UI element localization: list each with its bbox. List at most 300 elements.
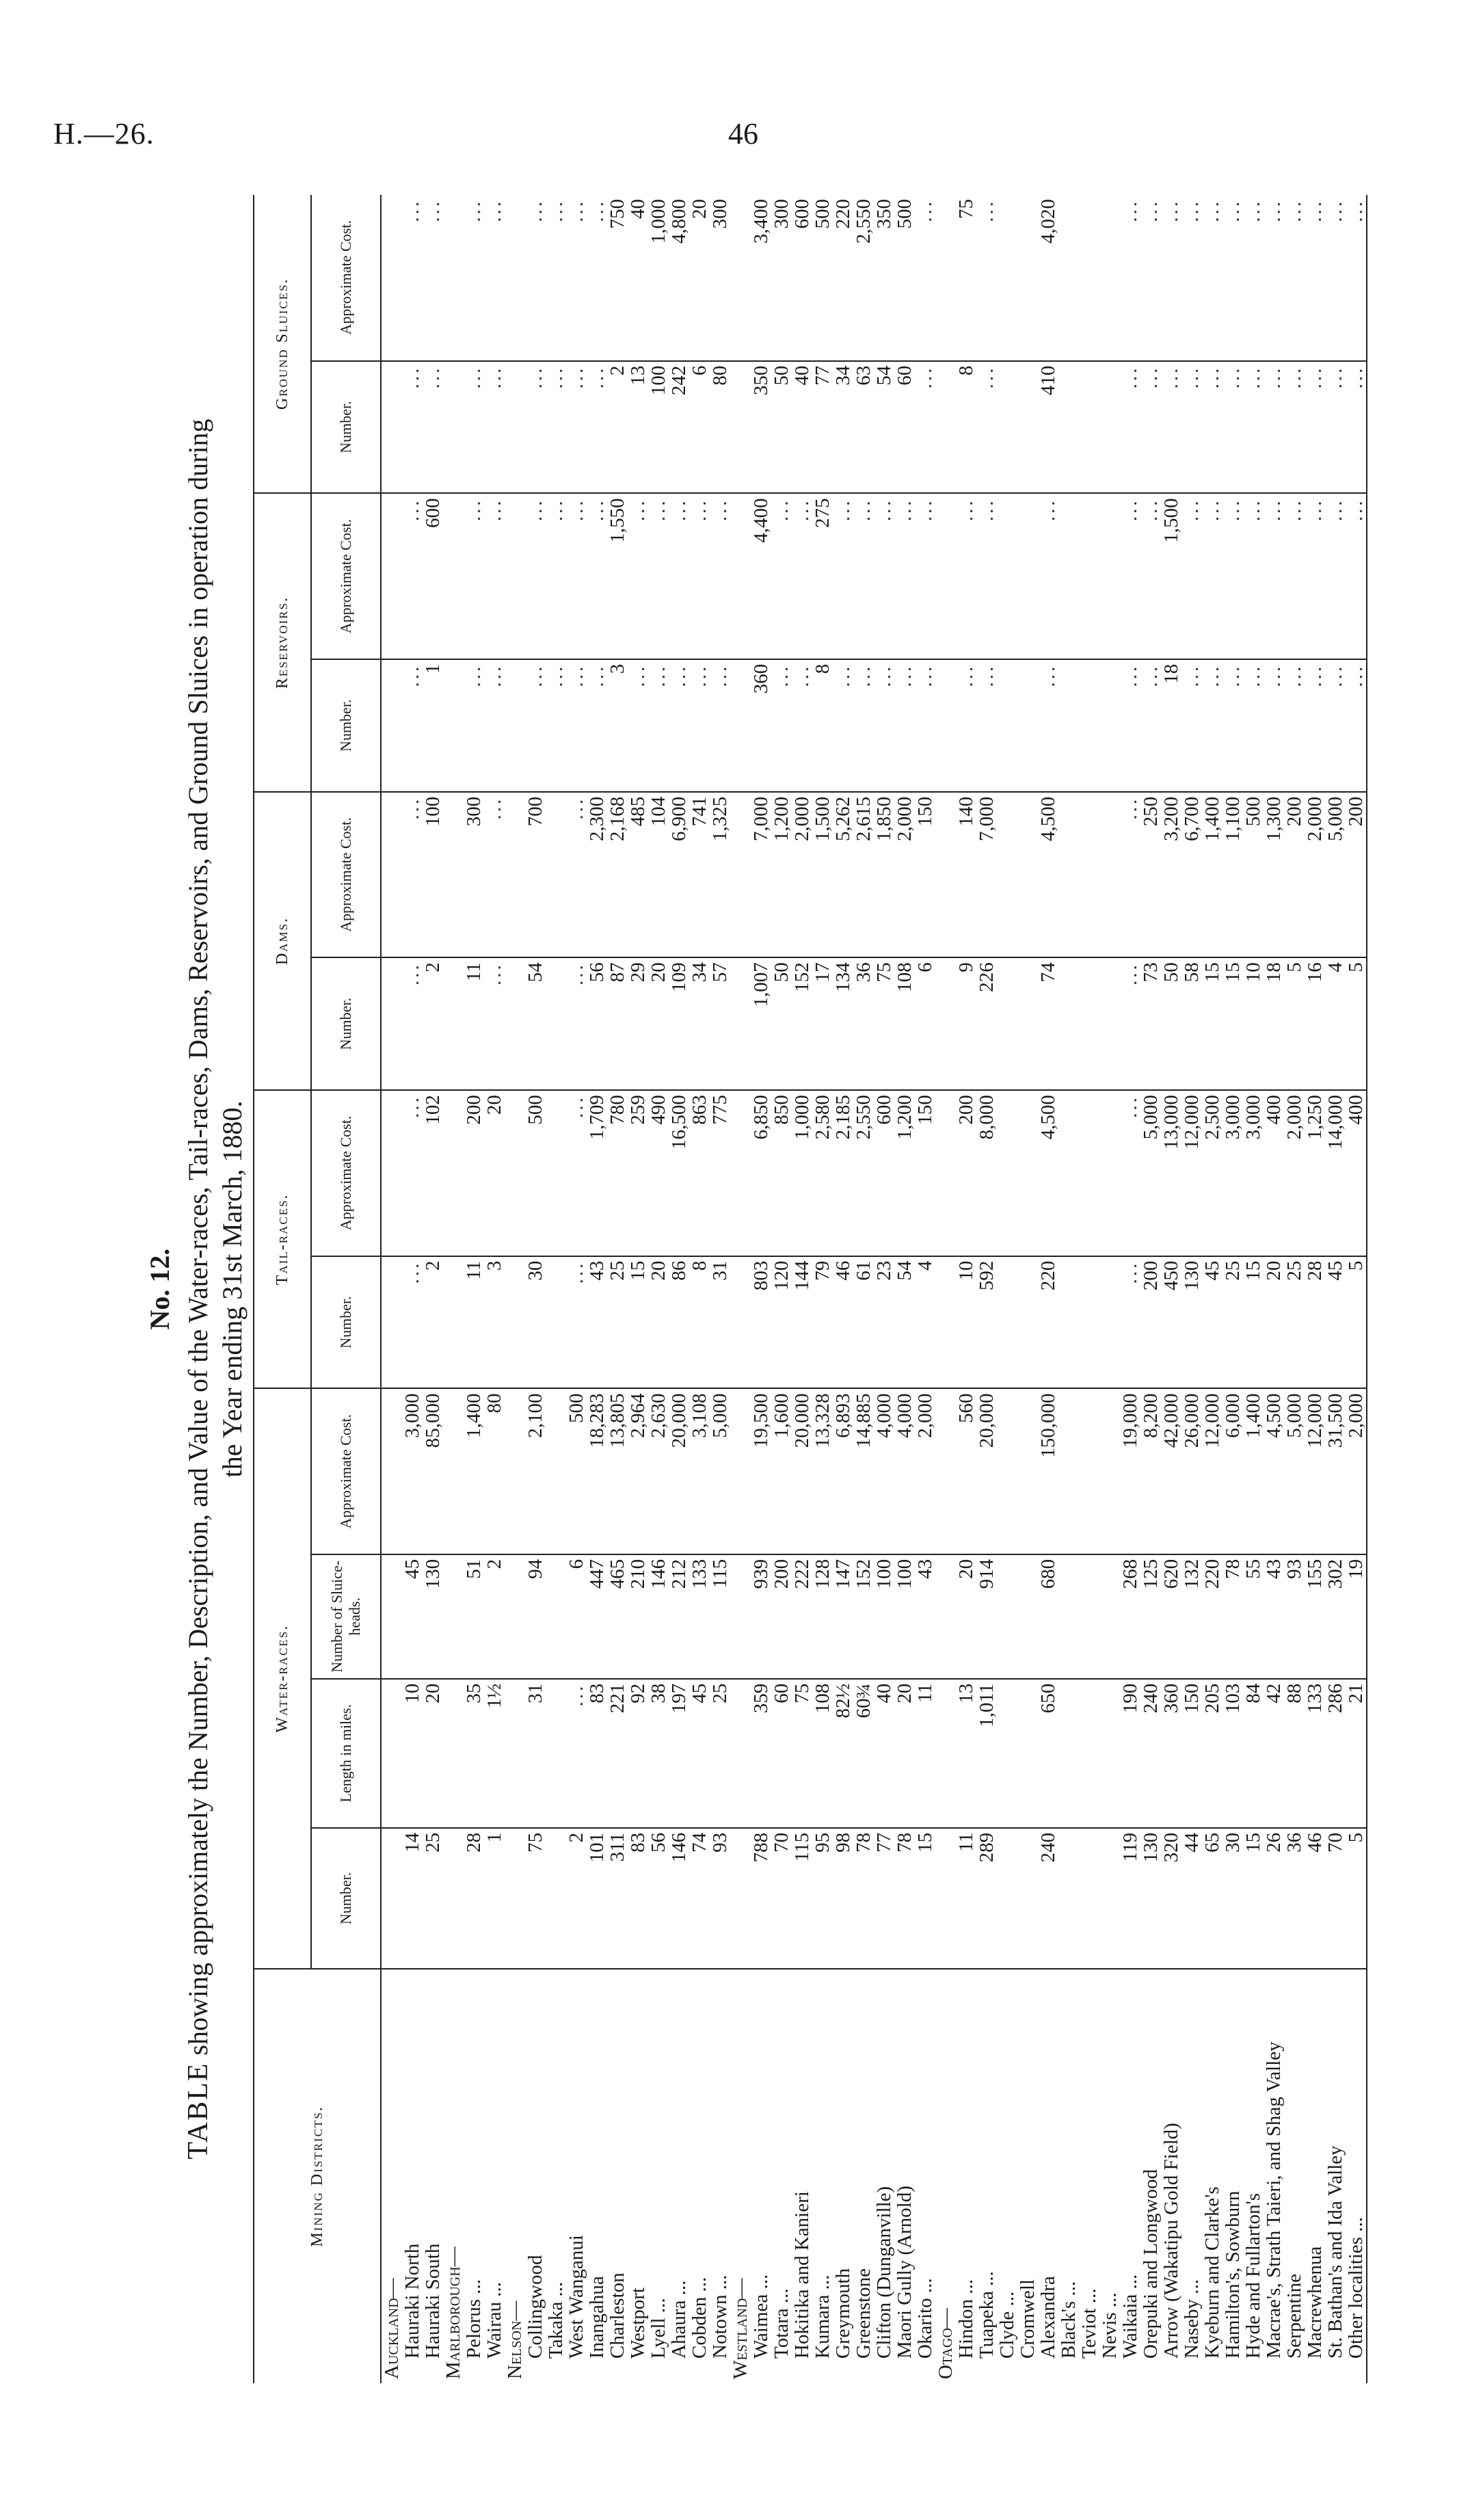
reservoirs-cost-cell — [997, 494, 1017, 659]
district-name: Hyde and Fullarton's — [1242, 2192, 1264, 2359]
tail-races-cost-cell: ... — [1120, 1090, 1140, 1256]
water-races-cost-cell — [730, 1388, 751, 1554]
reservoirs-cost-cell: ... — [525, 494, 546, 659]
tail-races-cost-cell: 1,000 — [792, 1090, 812, 1256]
ground-sluices-cost-cell: 350 — [874, 195, 894, 361]
dams-cost-cell: 5,000 — [1325, 792, 1346, 957]
dams-number-cell — [997, 957, 1017, 1090]
tail-races-cost-cell — [997, 1090, 1017, 1256]
ground-sluices-cost-cell — [505, 195, 525, 361]
reservoirs-number-cell: ... — [1202, 659, 1222, 792]
dams-cost-cell — [997, 792, 1017, 957]
header-mining-districts: Mining Districts. — [254, 1969, 381, 2383]
dams-cost-cell — [1017, 792, 1038, 957]
district-name: Collingwood — [524, 2255, 546, 2359]
water-races-cost-cell — [935, 1388, 956, 1554]
water-races-sluice-heads-cell: 78 — [1222, 1554, 1243, 1679]
title-line-1: showing approximately the Number, Description, and Value of the Water-races, Tail-races, Dams, Reservoirs, and Ground Sluices in operation during — [183, 419, 213, 2056]
water-races-cost-cell: 3,000 — [402, 1388, 423, 1554]
tail-races-number-cell: 4 — [915, 1256, 935, 1389]
ground-sluices-number-cell — [997, 361, 1017, 494]
water-races-cost-cell: 1,400 — [464, 1388, 484, 1554]
dams-cost-cell: 2,168 — [607, 792, 628, 957]
dams-cost-cell: 300 — [464, 792, 484, 957]
water-races-sluice-heads-cell: 268 — [1120, 1554, 1140, 1679]
water-races-length-cell: 45 — [689, 1679, 710, 1828]
tail-races-cost-cell: 6,850 — [751, 1090, 771, 1256]
water-races-sluice-heads-cell — [1079, 1554, 1099, 1679]
water-races-number-cell: 311 — [607, 1828, 628, 1969]
reservoirs-number-cell: ... — [874, 659, 894, 792]
district-name: Maori Gully (Arnold) — [894, 2186, 916, 2359]
ground-sluices-number-cell — [730, 361, 751, 494]
water-races-sluice-heads-cell: 130 — [423, 1554, 443, 1679]
ground-sluices-cost-cell: 2,550 — [853, 195, 874, 361]
ground-sluices-cost-cell: 750 — [607, 195, 628, 361]
reservoirs-cost-cell — [1099, 494, 1120, 659]
table-row — [771, 195, 792, 2383]
dams-cost-cell: 1,325 — [710, 792, 730, 957]
ground-sluices-cost-cell: ... — [1140, 195, 1161, 361]
ground-sluices-number-cell — [505, 361, 525, 494]
ground-sluices-number-cell: ... — [1181, 361, 1202, 494]
reservoirs-cost-cell: 275 — [812, 494, 833, 659]
water-races-cost-cell: 2,964 — [628, 1388, 648, 1554]
water-races-number-cell: 30 — [1222, 1828, 1243, 1969]
tail-races-number-cell — [997, 1256, 1017, 1389]
reservoirs-cost-cell: ... — [1243, 494, 1264, 659]
ground-sluices-cost-cell: 4,800 — [669, 195, 689, 361]
table-row — [1202, 195, 1222, 2383]
ground-sluices-cost-cell: ... — [976, 195, 997, 361]
tail-races-cost-cell: 2,500 — [1202, 1090, 1222, 1256]
reservoirs-cost-cell: ... — [771, 494, 792, 659]
water-races-number-cell: 1 — [484, 1828, 505, 1969]
water-races-number-cell: 101 — [587, 1828, 607, 1969]
water-races-sluice-heads-cell: 302 — [1325, 1554, 1346, 1679]
water-races-number-cell — [546, 1828, 566, 1969]
tail-races-cost-cell: 259 — [628, 1090, 648, 1256]
dams-cost-cell: 3,200 — [1161, 792, 1181, 957]
district-name: Greymouth — [832, 2268, 854, 2359]
water-races-sluice-heads-cell: 2 — [484, 1554, 505, 1679]
tail-races-number-cell — [443, 1256, 464, 1389]
district-name: Pelorus ... — [463, 2279, 485, 2359]
dams-number-cell: 75 — [874, 957, 894, 1090]
dams-cost-cell: 2,000 — [1305, 792, 1325, 957]
dams-cost-cell: 500 — [1243, 792, 1264, 957]
water-races-length-cell — [1058, 1679, 1079, 1828]
dams-number-cell: 11 — [464, 957, 484, 1090]
water-races-length-cell — [730, 1679, 751, 1828]
reservoirs-cost-cell — [443, 494, 464, 659]
region-name: Nelson— — [504, 2300, 526, 2379]
dams-cost-cell: 2,615 — [853, 792, 874, 957]
water-races-cost-cell — [505, 1388, 525, 1554]
table-row — [833, 195, 853, 2383]
reservoirs-cost-cell: ... — [669, 494, 689, 659]
ground-sluices-cost-cell: 300 — [771, 195, 792, 361]
reservoirs-number-cell: ... — [546, 659, 566, 792]
ground-sluices-cost-cell — [1058, 195, 1079, 361]
water-races-length-cell: 42 — [1264, 1679, 1284, 1828]
water-races-number-cell: 788 — [751, 1828, 771, 1969]
water-races-length-cell: 60 — [771, 1679, 792, 1828]
ground-sluices-number-cell: 2 — [607, 361, 628, 494]
dams-number-cell: 57 — [710, 957, 730, 1090]
district-name: Serpentine — [1283, 2273, 1305, 2359]
header-ground-sluices: Ground Sluices. — [254, 195, 311, 494]
dams-cost-cell: ... — [484, 792, 505, 957]
district-name: Westport — [627, 2287, 649, 2359]
water-races-cost-cell: 8,200 — [1140, 1388, 1161, 1554]
ground-sluices-cost-cell — [443, 195, 464, 361]
water-races-cost-cell: 18,283 — [587, 1388, 607, 1554]
ground-sluices-cost-cell: ... — [484, 195, 505, 361]
water-races-length-cell: 103 — [1222, 1679, 1243, 1828]
reservoirs-number-cell: ... — [833, 659, 853, 792]
water-races-number-cell: 15 — [1243, 1828, 1264, 1969]
water-races-sluice-heads-cell: 94 — [525, 1554, 546, 1679]
water-races-sluice-heads-cell — [935, 1554, 956, 1679]
ground-sluices-number-cell: 63 — [853, 361, 874, 494]
dams-number-cell: 20 — [648, 957, 669, 1090]
district-name: St. Bathan's and Ida Valley — [1324, 2145, 1346, 2359]
dams-cost-cell: 1,100 — [1222, 792, 1243, 957]
reservoirs-cost-cell: ... — [648, 494, 669, 659]
water-races-number-cell: 70 — [771, 1828, 792, 1969]
dams-number-cell: 134 — [833, 957, 853, 1090]
water-races-number-cell: 28 — [464, 1828, 484, 1969]
ground-sluices-number-cell: 34 — [833, 361, 853, 494]
water-races-sluice-heads-cell: 210 — [628, 1554, 648, 1679]
tail-races-number-cell: 130 — [1181, 1256, 1202, 1389]
water-races-number-cell — [505, 1828, 525, 1969]
district-name: Hamilton's, Sowburn — [1222, 2190, 1244, 2359]
dams-number-cell: 50 — [771, 957, 792, 1090]
water-races-sluice-heads-cell: 43 — [1264, 1554, 1284, 1679]
water-races-cost-cell — [1017, 1388, 1038, 1554]
ground-sluices-number-cell: ... — [976, 361, 997, 494]
water-races-number-cell: 78 — [853, 1828, 874, 1969]
reservoirs-number-cell: ... — [771, 659, 792, 792]
table-row — [628, 195, 648, 2383]
table-row — [669, 195, 689, 2383]
water-races-length-cell: 13 — [956, 1679, 976, 1828]
dams-number-cell: 6 — [915, 957, 935, 1090]
ground-sluices-cost-cell: 220 — [833, 195, 853, 361]
reservoirs-number-cell: 8 — [812, 659, 833, 792]
ground-sluices-number-cell: ... — [587, 361, 607, 494]
dams-cost-cell: 1,200 — [771, 792, 792, 957]
dams-cost-cell: 200 — [1284, 792, 1305, 957]
table-row — [1079, 195, 1099, 2383]
reservoirs-number-cell — [505, 659, 525, 792]
table-row — [1264, 195, 1284, 2383]
reservoirs-number-cell — [935, 659, 956, 792]
dams-cost-cell: 2,000 — [894, 792, 915, 957]
reservoirs-cost-cell: ... — [1120, 494, 1140, 659]
tail-races-cost-cell: 1,709 — [587, 1090, 607, 1256]
ground-sluices-number-cell: ... — [1305, 361, 1325, 494]
district-name: Hokitika and Kanieri — [791, 2191, 813, 2359]
district-name: Waikaia ... — [1119, 2274, 1141, 2359]
reservoirs-cost-cell: ... — [1140, 494, 1161, 659]
reservoirs-number-cell: ... — [1038, 659, 1058, 792]
reservoirs-number-cell: ... — [1264, 659, 1284, 792]
dams-number-cell: ... — [566, 957, 587, 1090]
dams-number-cell — [1099, 957, 1120, 1090]
water-races-number-cell — [1017, 1828, 1038, 1969]
ground-sluices-number-cell: 8 — [956, 361, 976, 494]
tail-races-number-cell: 61 — [853, 1256, 874, 1389]
tail-races-number-cell: 15 — [1243, 1256, 1264, 1389]
header-number: Number. — [311, 1256, 381, 1389]
dams-number-cell: 58 — [1181, 957, 1202, 1090]
water-races-number-cell: 5 — [1346, 1828, 1367, 1969]
tail-races-cost-cell: 4,500 — [1038, 1090, 1058, 1256]
water-races-length-cell: 38 — [648, 1679, 669, 1828]
water-races-cost-cell: 5,000 — [1284, 1388, 1305, 1554]
district-name: Waimea ... — [750, 2274, 772, 2359]
tail-races-cost-cell — [1099, 1090, 1120, 1256]
water-races-length-cell — [443, 1679, 464, 1828]
water-races-number-cell — [935, 1828, 956, 1969]
ground-sluices-number-cell: ... — [546, 361, 566, 494]
water-races-cost-cell — [546, 1388, 566, 1554]
reservoirs-number-cell: ... — [894, 659, 915, 792]
water-races-cost-cell: 2,100 — [525, 1388, 546, 1554]
water-races-length-cell: 286 — [1325, 1679, 1346, 1828]
water-races-length-cell: 11 — [915, 1679, 935, 1828]
water-races-sluice-heads-cell: 93 — [1284, 1554, 1305, 1679]
table-row — [1325, 195, 1346, 2383]
water-races-length-cell: 88 — [1284, 1679, 1305, 1828]
water-races-length-cell — [997, 1679, 1017, 1828]
table-row — [874, 195, 894, 2383]
tail-races-cost-cell: 775 — [710, 1090, 730, 1256]
dams-cost-cell: 7,000 — [751, 792, 771, 957]
water-races-number-cell: 83 — [628, 1828, 648, 1969]
tail-races-cost-cell: 490 — [648, 1090, 669, 1256]
tail-races-number-cell: 20 — [1264, 1256, 1284, 1389]
table-row — [1058, 195, 1079, 2383]
water-races-number-cell: 240 — [1038, 1828, 1058, 1969]
water-races-length-cell: 1½ — [484, 1679, 505, 1828]
dams-cost-cell: ... — [402, 792, 423, 957]
tail-races-number-cell: 220 — [1038, 1256, 1058, 1389]
water-races-length-cell: 1,011 — [976, 1679, 997, 1828]
ground-sluices-number-cell: ... — [1346, 361, 1367, 494]
reservoirs-cost-cell — [1058, 494, 1079, 659]
table-row — [1038, 195, 1058, 2383]
reservoirs-number-cell: ... — [648, 659, 669, 792]
header-cost: Approximate Cost. — [311, 1388, 381, 1554]
reservoirs-number-cell — [730, 659, 751, 792]
tail-races-number-cell: 25 — [1284, 1256, 1305, 1389]
district-name: Clifton (Dunganville) — [873, 2186, 895, 2359]
reservoirs-cost-cell: ... — [792, 494, 812, 659]
tail-races-number-cell: 86 — [669, 1256, 689, 1389]
header-number: Number. — [311, 957, 381, 1090]
reservoirs-number-cell: ... — [1325, 659, 1346, 792]
ground-sluices-cost-cell: 40 — [628, 195, 648, 361]
ground-sluices-number-cell: ... — [1161, 361, 1181, 494]
district-name: Other localities ... — [1346, 1969, 1367, 2383]
tail-races-number-cell: 45 — [1325, 1256, 1346, 1389]
water-races-length-cell — [381, 1679, 402, 1828]
reservoirs-number-cell: ... — [792, 659, 812, 792]
tail-races-number-cell: 5 — [1346, 1256, 1367, 1389]
header-tail-races: Tail-races. — [254, 1090, 311, 1388]
water-races-cost-cell: 42,000 — [1161, 1388, 1181, 1554]
water-races-cost-cell: 20,000 — [976, 1388, 997, 1554]
water-races-number-cell: 44 — [1181, 1828, 1202, 1969]
water-races-number-cell: 289 — [976, 1828, 997, 1969]
dams-number-cell: 15 — [1202, 957, 1222, 1090]
ground-sluices-cost-cell: 20 — [689, 195, 710, 361]
table-row — [792, 195, 812, 2383]
region-header-row — [935, 195, 956, 2383]
table-row — [1017, 195, 1038, 2383]
reservoirs-cost-cell: ... — [1346, 494, 1367, 659]
water-races-number-cell — [1079, 1828, 1099, 1969]
ground-sluices-number-cell: ... — [464, 361, 484, 494]
dams-number-cell: 10 — [1243, 957, 1264, 1090]
tail-races-number-cell: 30 — [525, 1256, 546, 1389]
ground-sluices-number-cell: ... — [525, 361, 546, 494]
water-races-length-cell: 83 — [587, 1679, 607, 1828]
dams-number-cell: 73 — [1140, 957, 1161, 1090]
ground-sluices-number-cell: 13 — [628, 361, 648, 494]
district-name: Takaka ... — [545, 2281, 567, 2359]
district-name: Cobden ... — [689, 2277, 710, 2359]
ground-sluices-number-cell — [1058, 361, 1079, 494]
ground-sluices-cost-cell: ... — [1346, 195, 1367, 361]
reservoirs-cost-cell: ... — [1202, 494, 1222, 659]
district-name: Greenstone — [853, 2268, 874, 2359]
table-row — [976, 195, 997, 2383]
district-name: Kyeburn and Clarke's — [1201, 2186, 1223, 2359]
water-races-cost-cell — [1099, 1388, 1120, 1554]
table-row — [484, 195, 505, 2383]
water-races-cost-cell: 1,600 — [771, 1388, 792, 1554]
water-races-sluice-heads-cell: 19 — [1346, 1554, 1367, 1679]
dams-cost-cell — [935, 792, 956, 957]
district-name: Nevis ... — [1099, 2292, 1121, 2359]
reservoirs-cost-cell — [381, 494, 402, 659]
ground-sluices-cost-cell: ... — [915, 195, 935, 361]
table-row — [607, 195, 628, 2383]
water-races-number-cell: 95 — [812, 1828, 833, 1969]
water-races-sluice-heads-cell: 939 — [751, 1554, 771, 1679]
tail-races-number-cell: 10 — [956, 1256, 976, 1389]
header-number: Number. — [311, 1828, 381, 1969]
table-row — [956, 195, 976, 2383]
district-name: Orepuki and Longwood — [1140, 2168, 1162, 2359]
dams-cost-cell: 140 — [956, 792, 976, 957]
header-cost: Approximate Cost. — [311, 1090, 381, 1256]
ground-sluices-cost-cell: ... — [1264, 195, 1284, 361]
water-races-cost-cell: 13,805 — [607, 1388, 628, 1554]
water-races-cost-cell: 4,500 — [1264, 1388, 1284, 1554]
tail-races-number-cell: 25 — [1222, 1256, 1243, 1389]
tail-races-number-cell: 803 — [751, 1256, 771, 1389]
tail-races-number-cell: 3 — [484, 1256, 505, 1389]
water-races-cost-cell: 20,000 — [792, 1388, 812, 1554]
district-name: Clyde ... — [996, 2291, 1018, 2359]
ground-sluices-number-cell: ... — [1264, 361, 1284, 494]
table-row — [997, 195, 1017, 2383]
water-races-sluice-heads-cell — [546, 1554, 566, 1679]
water-races-length-cell — [1017, 1679, 1038, 1828]
water-races-number-cell: 14 — [402, 1828, 423, 1969]
water-races-number-cell: 2 — [566, 1828, 587, 1969]
dams-number-cell: 54 — [525, 957, 546, 1090]
water-races-sluice-heads-cell — [443, 1554, 464, 1679]
ground-sluices-cost-cell — [997, 195, 1017, 361]
reservoirs-number-cell: 3 — [607, 659, 628, 792]
ground-sluices-cost-cell: 4,020 — [1038, 195, 1058, 361]
ground-sluices-number-cell: ... — [1243, 361, 1264, 494]
water-races-cost-cell: 13,328 — [812, 1388, 833, 1554]
water-races-sluice-heads-cell — [505, 1554, 525, 1679]
district-name: Tuapeka ... — [976, 2271, 998, 2359]
tail-races-cost-cell — [1079, 1090, 1099, 1256]
reservoirs-number-cell — [1058, 659, 1079, 792]
water-races-cost-cell: 20,000 — [669, 1388, 689, 1554]
ground-sluices-cost-cell: 3,400 — [751, 195, 771, 361]
water-races-number-cell: 78 — [894, 1828, 915, 1969]
water-races-sluice-heads-cell: 914 — [976, 1554, 997, 1679]
dams-cost-cell: 741 — [689, 792, 710, 957]
water-races-number-cell: 70 — [1325, 1828, 1346, 1969]
ground-sluices-cost-cell: ... — [587, 195, 607, 361]
table-row — [853, 195, 874, 2383]
water-races-number-cell — [997, 1828, 1017, 1969]
tail-races-number-cell — [1079, 1256, 1099, 1389]
dams-cost-cell — [381, 792, 402, 957]
ground-sluices-cost-cell: ... — [1161, 195, 1181, 361]
water-races-length-cell: 84 — [1243, 1679, 1264, 1828]
ground-sluices-number-cell: ... — [484, 361, 505, 494]
tail-races-cost-cell: 400 — [1346, 1090, 1367, 1256]
reservoirs-cost-cell: ... — [1325, 494, 1346, 659]
water-races-sluice-heads-cell: 132 — [1181, 1554, 1202, 1679]
tail-races-number-cell: 120 — [771, 1256, 792, 1389]
water-races-number-cell: 25 — [423, 1828, 443, 1969]
reservoirs-cost-cell: 600 — [423, 494, 443, 659]
reservoirs-cost-cell: ... — [956, 494, 976, 659]
reservoirs-cost-cell: ... — [894, 494, 915, 659]
ground-sluices-number-cell: 54 — [874, 361, 894, 494]
water-races-sluice-heads-cell: 45 — [402, 1554, 423, 1679]
water-races-number-cell — [443, 1828, 464, 1969]
ground-sluices-number-cell — [1099, 361, 1120, 494]
table-row — [1243, 195, 1264, 2383]
tail-races-cost-cell: 2,185 — [833, 1090, 853, 1256]
reservoirs-cost-cell: ... — [484, 494, 505, 659]
water-races-length-cell: 31 — [525, 1679, 546, 1828]
table-row — [1140, 195, 1161, 2383]
water-races-cost-cell: 5,000 — [710, 1388, 730, 1554]
tail-races-cost-cell: 200 — [956, 1090, 976, 1256]
tail-races-cost-cell: 20 — [484, 1090, 505, 1256]
ground-sluices-cost-cell: 500 — [894, 195, 915, 361]
water-races-length-cell: 75 — [792, 1679, 812, 1828]
reservoirs-number-cell: ... — [710, 659, 730, 792]
tail-races-cost-cell — [1058, 1090, 1079, 1256]
